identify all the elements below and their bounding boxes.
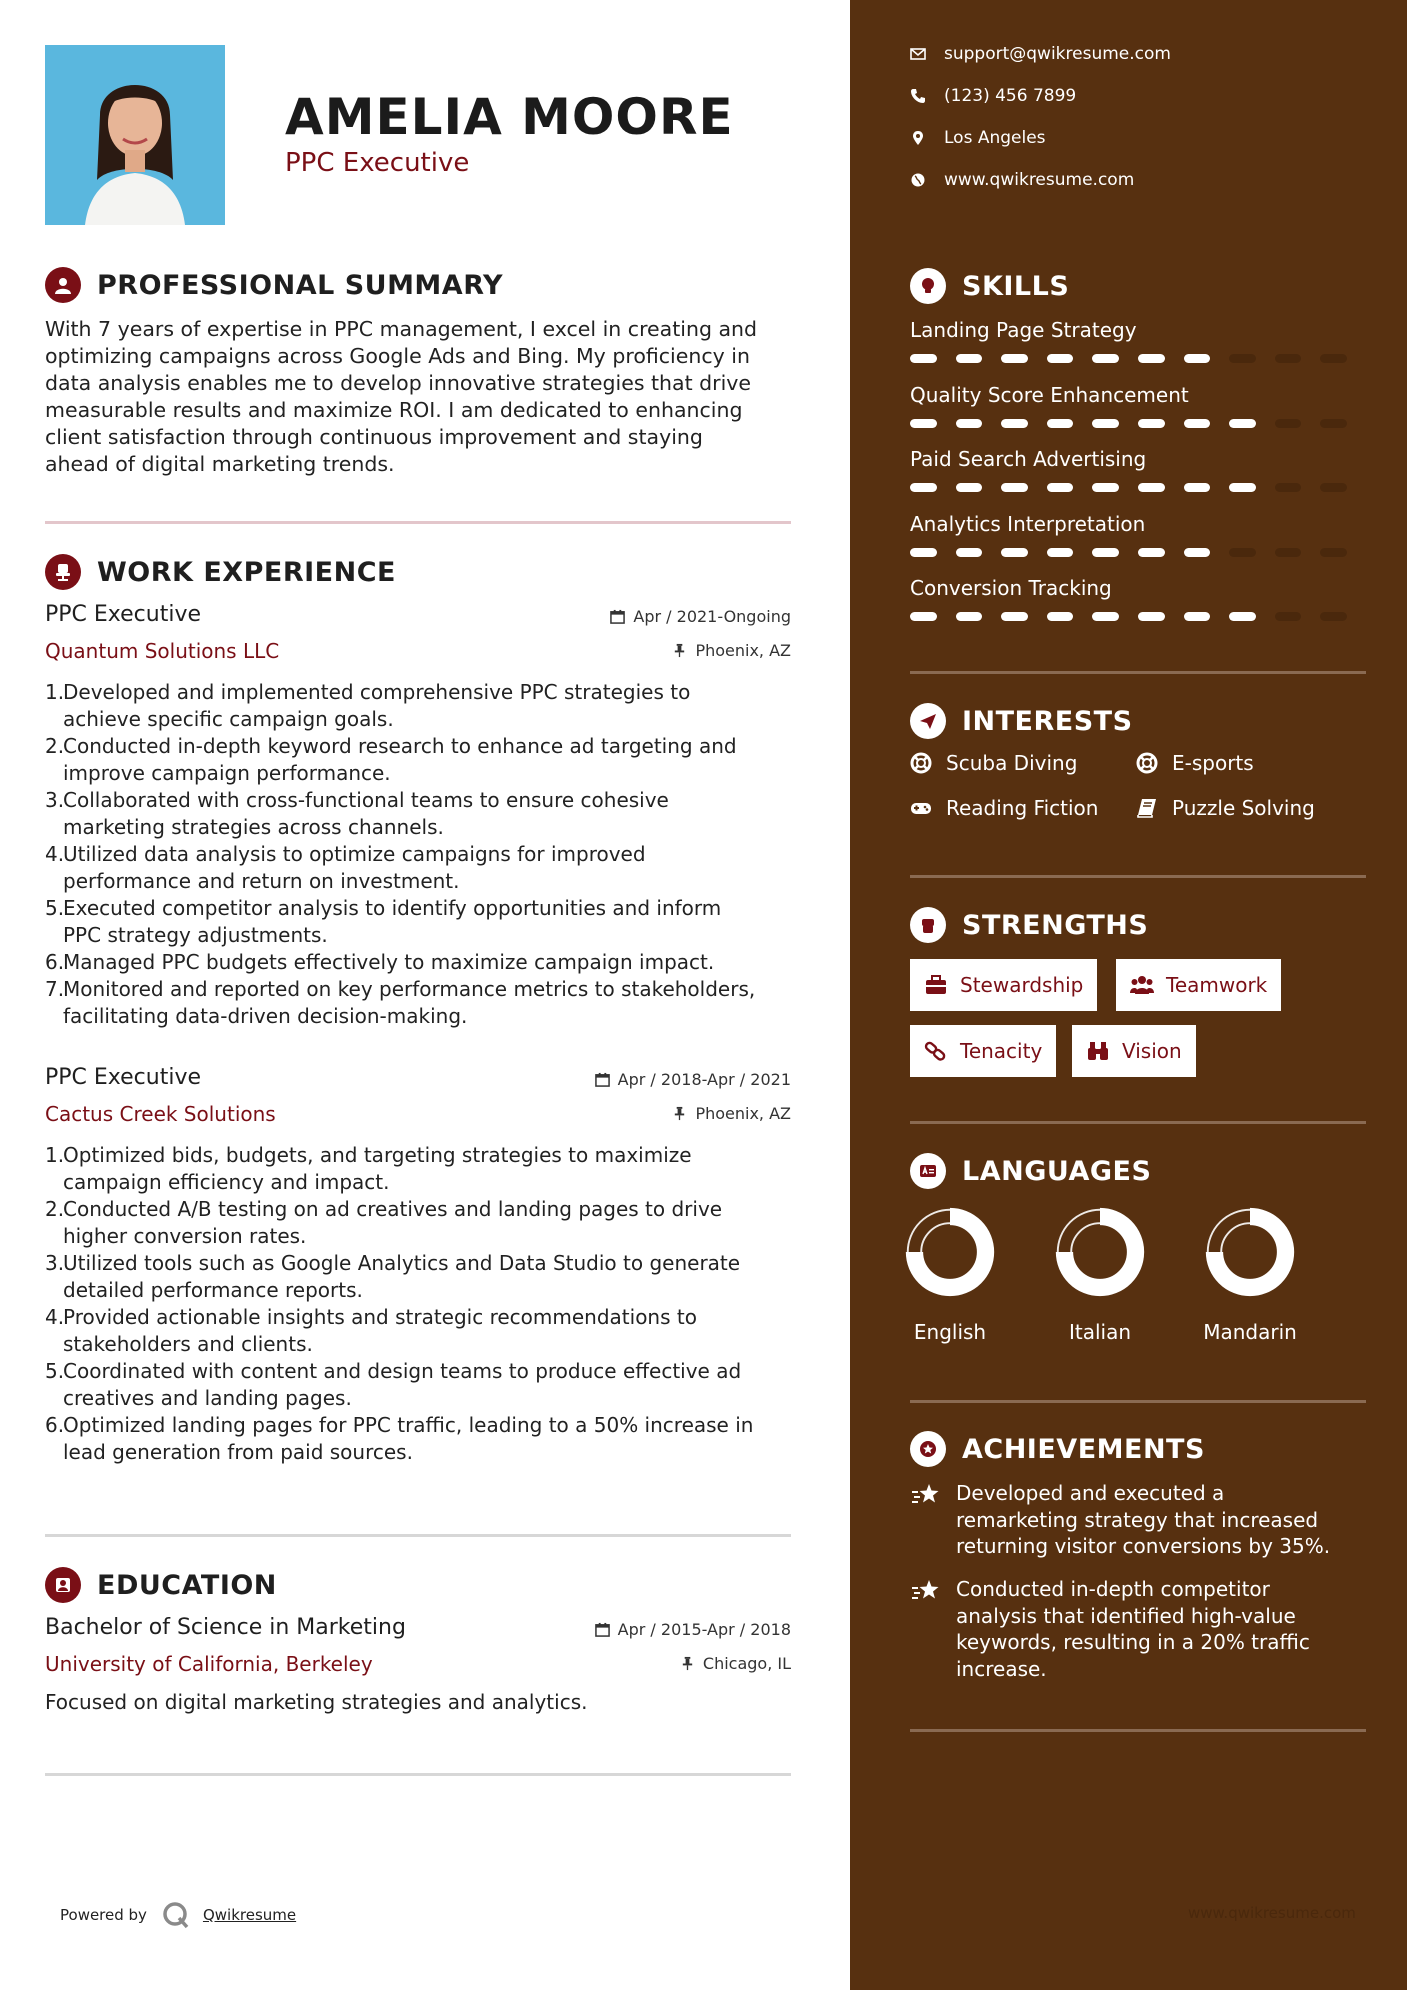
language-name: Mandarin (1203, 1320, 1297, 1344)
powered-by (60, 1900, 296, 1930)
interest-label: Scuba Diving (946, 751, 1078, 775)
job-title: PPC Executive (45, 602, 201, 627)
rating-dash-filled (956, 483, 983, 492)
phone-icon (910, 88, 926, 104)
education-title: EDUCATION (97, 1569, 277, 1601)
binoculars-icon (1086, 1040, 1110, 1062)
skill-rating (910, 612, 1366, 621)
graduate-icon (45, 1567, 81, 1603)
language-item (1035, 1204, 1165, 1344)
interests-heading (910, 703, 1133, 739)
rating-dash-filled (1047, 354, 1074, 363)
skill-rating (910, 354, 1366, 363)
job-entry (45, 599, 791, 1030)
rating-dash-empty (1275, 612, 1302, 621)
rating-dash-filled (1184, 419, 1211, 428)
summary-line: With 7 years of expertise in PPC management, I excel in creating and (45, 317, 758, 341)
rating-dash-filled (956, 548, 983, 557)
rating-dash-empty (1275, 548, 1302, 557)
rating-dash-filled (910, 612, 937, 621)
section-divider (45, 1534, 791, 1537)
interest-item (910, 796, 1098, 820)
rating-dash-filled (1092, 419, 1119, 428)
users-icon (1130, 974, 1154, 996)
strength-label: Vision (1122, 1039, 1182, 1063)
skill-rating (910, 548, 1366, 557)
translate-icon (910, 1153, 946, 1189)
summary-line: client satisfaction through continuous improvement and staying (45, 425, 703, 449)
rating-dash-filled (1047, 483, 1074, 492)
duty-item: Optimized landing pages for PPC traffic, leading to a 50% increase in lead generation from paid sources. (63, 1413, 754, 1464)
language-item (885, 1204, 1015, 1344)
language-ring (1202, 1204, 1298, 1300)
rating-dash-empty (1320, 612, 1347, 621)
rating-dash-empty (1229, 354, 1256, 363)
achievement-text: Conducted in-depth competitor analysis that identified high-value keywords, resulting in a 20% traffic increase. (956, 1577, 1310, 1681)
duty-item: Utilized tools such as Google Analytics and Data Studio to generate detailed performance reports. (63, 1251, 741, 1302)
interest-label: Reading Fiction (946, 796, 1099, 820)
experience-heading (45, 553, 396, 591)
strength-chip (1072, 1025, 1196, 1077)
job-date (595, 1070, 791, 1089)
job-location (672, 641, 791, 660)
contact-email-text: support@qwikresume.com (944, 44, 1171, 64)
gamepad-icon (910, 797, 932, 819)
rating-dash-filled (956, 354, 983, 363)
summary-heading (45, 266, 503, 304)
rating-dash-empty (1229, 548, 1256, 557)
sidebar-divider (910, 1729, 1366, 1732)
rating-dash-filled (1184, 354, 1211, 363)
skill-item (910, 381, 1366, 428)
section-divider (45, 521, 791, 524)
education-entry (45, 1612, 791, 1714)
education-date-text: Apr / 2015-Apr / 2018 (617, 1620, 791, 1639)
rating-dash-empty (1275, 419, 1302, 428)
skill-item (910, 574, 1366, 621)
rating-dash-filled (956, 612, 983, 621)
skill-rating (910, 419, 1366, 428)
education-date (595, 1620, 791, 1639)
qwikresume-logo-icon (161, 1900, 191, 1930)
summary-line: optimizing campaigns across Google Ads and Bing. My proficiency in (45, 344, 750, 368)
paper-plane-icon (910, 703, 946, 739)
summary-line: ahead of digital marketing trends. (45, 452, 395, 476)
rating-dash-filled (1138, 612, 1165, 621)
duty-item: Optimized bids, budgets, and targeting strategies to maximize campaign efficiency and impact. (63, 1143, 692, 1194)
fist-icon (910, 907, 946, 943)
pin-icon (680, 1656, 695, 1671)
rating-dash-filled (1138, 354, 1165, 363)
pin-icon (672, 1106, 687, 1121)
calendar-icon (595, 1622, 610, 1637)
strength-chip (1116, 959, 1281, 1011)
rating-dash-filled (1092, 548, 1119, 557)
rating-dash-filled (910, 354, 937, 363)
education-description: Focused on digital marketing strategies and analytics. (45, 1690, 588, 1714)
language-ring (902, 1204, 998, 1300)
rating-dash-filled (1229, 483, 1256, 492)
achievements-heading (910, 1431, 1205, 1467)
language-item (1185, 1204, 1315, 1344)
contact-email[interactable] (910, 44, 1171, 64)
rating-dash-empty (1320, 354, 1347, 363)
user-icon (45, 267, 81, 303)
summary-line: data analysis enables me to develop innovative strategies that drive (45, 371, 752, 395)
languages-title: LANGUAGES (962, 1155, 1152, 1187)
job-title: PPC Executive (45, 1065, 201, 1090)
skill-item (910, 445, 1366, 492)
strengths-heading (910, 907, 1148, 943)
language-name: English (913, 1320, 987, 1344)
contact-location-text: Los Angeles (944, 128, 1046, 148)
contact-website[interactable] (910, 170, 1134, 190)
powered-by-label: Powered by (60, 1906, 147, 1924)
interest-item (1136, 751, 1254, 775)
job-date-text: Apr / 2021-Ongoing (633, 607, 791, 626)
education-heading (45, 1566, 277, 1604)
skill-name: Landing Page Strategy (910, 318, 1137, 342)
education-location-text: Chicago, IL (702, 1654, 791, 1673)
skill-name: Conversion Tracking (910, 576, 1112, 600)
skill-rating (910, 483, 1366, 492)
star-burst-icon (910, 1578, 942, 1604)
job-company: Cactus Creek Solutions (45, 1102, 276, 1126)
interest-item (910, 751, 1077, 775)
rating-dash-filled (1001, 354, 1028, 363)
duty-item: Developed and implemented comprehensive PPC strategies to achieve specific campaign goals. (63, 680, 691, 731)
rating-dash-filled (910, 548, 937, 557)
rating-dash-filled (1047, 419, 1074, 428)
sidebar-divider (910, 1121, 1366, 1124)
strength-label: Teamwork (1166, 973, 1268, 997)
candidate-name: AMELIA MOORE (285, 88, 734, 146)
globe-icon (910, 172, 926, 188)
rating-dash-filled (1001, 483, 1028, 492)
rating-dash-filled (1184, 612, 1211, 621)
duty-item: Executed competitor analysis to identify opportunities and inform PPC strategy adjustments. (63, 896, 722, 947)
degree: Bachelor of Science in Marketing (45, 1615, 406, 1640)
contact-phone[interactable] (910, 86, 1076, 106)
envelope-icon (910, 46, 926, 62)
section-divider (45, 1773, 791, 1776)
job-location (672, 1104, 791, 1123)
rating-dash-filled (1092, 483, 1119, 492)
strength-label: Stewardship (960, 973, 1084, 997)
sidebar-divider (910, 671, 1366, 674)
rating-dash-filled (1229, 612, 1256, 621)
contact-location (910, 128, 1046, 148)
languages-heading (910, 1153, 1151, 1189)
interest-item (1136, 796, 1315, 820)
rating-dash-filled (1001, 612, 1028, 621)
job-date (610, 607, 791, 626)
job-location-text: Phoenix, AZ (695, 1104, 791, 1123)
strength-chip (910, 959, 1097, 1011)
language-name: Italian (1068, 1320, 1132, 1344)
duties-list (45, 1142, 791, 1466)
summary-title: PROFESSIONAL SUMMARY (97, 269, 504, 301)
rating-dash-filled (1138, 548, 1165, 557)
duty-item: Utilized data analysis to optimize campaigns for improved performance and return on investment. (63, 842, 646, 893)
skill-name: Analytics Interpretation (910, 511, 1146, 536)
rating-dash-filled (1001, 419, 1028, 428)
calendar-icon (610, 609, 625, 624)
duty-item: Provided actionable insights and strategic recommendations to stakeholders and clients. (63, 1305, 697, 1356)
book-icon (1136, 797, 1158, 819)
interests-title: INTERESTS (962, 705, 1133, 737)
strength-chip (910, 1025, 1056, 1077)
star-burst-icon (910, 1482, 942, 1508)
rating-dash-empty (1320, 548, 1347, 557)
lightbulb-icon (910, 268, 946, 304)
rating-dash-filled (1138, 419, 1165, 428)
duty-item: Managed PPC budgets effectively to maximize campaign impact. (63, 950, 715, 974)
duty-item: Collaborated with cross-functional teams to ensure cohesive marketing strategies across channels. (63, 788, 669, 839)
medal-icon (910, 1431, 946, 1467)
achievement-item (910, 1480, 1370, 1560)
duty-item: Coordinated with content and design teams to produce effective ad creatives and landing pages. (63, 1359, 742, 1410)
profile-photo (45, 45, 225, 225)
briefcase-icon (924, 974, 948, 996)
rating-dash-filled (1047, 612, 1074, 621)
pin-icon (672, 643, 687, 658)
job-date-text: Apr / 2018-Apr / 2021 (617, 1070, 791, 1089)
summary-text (45, 316, 785, 478)
rating-dash-empty (1275, 354, 1302, 363)
education-location (680, 1654, 791, 1673)
chair-icon (45, 554, 81, 590)
duty-item: Conducted in-depth keyword research to enhance ad targeting and improve campaign performance. (63, 734, 737, 785)
map-marker-icon (910, 130, 926, 146)
skills-heading (910, 268, 1069, 304)
rating-dash-empty (1320, 419, 1347, 428)
rating-dash-filled (956, 419, 983, 428)
skills-title: SKILLS (962, 270, 1070, 302)
contact-website-text: www.qwikresume.com (944, 170, 1135, 190)
skill-item (910, 316, 1366, 363)
sidebar-divider (910, 1400, 1366, 1403)
rating-dash-filled (1184, 483, 1211, 492)
strengths-title: STRENGTHS (962, 909, 1149, 941)
duties-list (45, 679, 791, 1030)
skill-name: Paid Search Advertising (910, 447, 1147, 471)
qwikresume-link[interactable]: Qwikresume (202, 1906, 297, 1924)
school: University of California, Berkeley (45, 1652, 373, 1676)
achievement-text: Developed and executed a remarketing strategy that increased returning visitor conversions by 35%. (956, 1481, 1331, 1558)
interest-label: E-sports (1172, 751, 1254, 775)
link-icon (924, 1040, 948, 1062)
summary-line: measurable results and maximize ROI. I am dedicated to enhancing (45, 398, 743, 422)
rating-dash-empty (1275, 483, 1302, 492)
sidebar-divider (910, 875, 1366, 878)
rating-dash-filled (1092, 354, 1119, 363)
contact-phone-text: (123) 456 7899 (944, 86, 1077, 106)
job-company: Quantum Solutions LLC (45, 639, 280, 663)
achievements-title: ACHIEVEMENTS (962, 1433, 1205, 1465)
duty-item: Monitored and reported on key performance metrics to stakeholders, facilitating data-driven decision-making. (63, 977, 756, 1028)
rating-dash-filled (1229, 419, 1256, 428)
rating-dash-filled (1184, 548, 1211, 557)
rating-dash-filled (1092, 612, 1119, 621)
rating-dash-filled (910, 483, 937, 492)
achievement-item (910, 1576, 1370, 1682)
language-ring (1052, 1204, 1148, 1300)
life-ring-icon (910, 752, 932, 774)
candidate-title: PPC Executive (285, 148, 470, 178)
calendar-icon (595, 1072, 610, 1087)
job-entry (45, 1062, 791, 1466)
watermark: www.qwikresume.com (1188, 1904, 1356, 1922)
job-location-text: Phoenix, AZ (695, 641, 791, 660)
sidebar (850, 0, 1407, 1990)
skill-item (910, 510, 1366, 557)
skill-name: Quality Score Enhancement (910, 382, 1189, 407)
rating-dash-filled (1047, 548, 1074, 557)
rating-dash-filled (1138, 483, 1165, 492)
experience-title: WORK EXPERIENCE (97, 556, 396, 588)
rating-dash-filled (1001, 548, 1028, 557)
life-ring-icon (1136, 752, 1158, 774)
interest-label: Puzzle Solving (1172, 796, 1315, 820)
rating-dash-filled (910, 419, 937, 428)
duty-item: Conducted A/B testing on ad creatives and landing pages to drive higher conversion rates. (63, 1197, 723, 1248)
strength-label: Tenacity (960, 1039, 1043, 1063)
rating-dash-empty (1320, 483, 1347, 492)
